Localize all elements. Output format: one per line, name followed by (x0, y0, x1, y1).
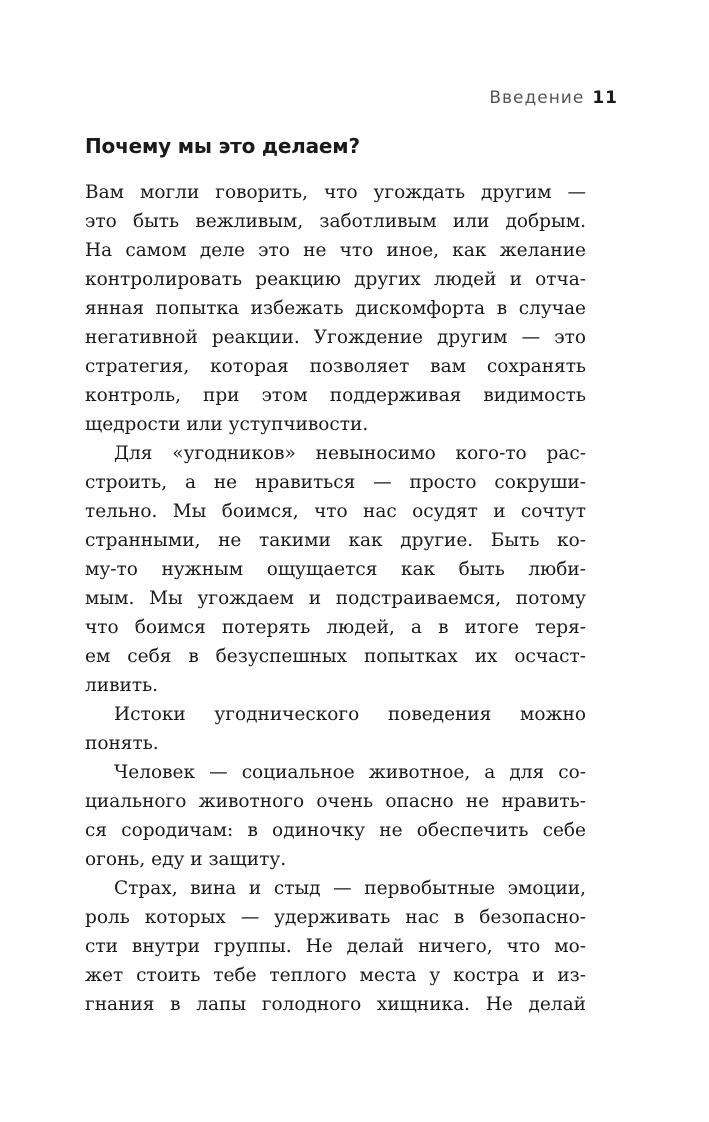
text-line: странными, не такими как другие. Быть ко- (85, 530, 586, 551)
text-line: негативной реакции. Угождение другим — это (85, 327, 586, 348)
page-number: 11 (592, 88, 618, 108)
text-line: ем себя в безуспешных попытках их осчаст- (85, 646, 586, 667)
text-line: огонь, еду и защиту. (85, 849, 287, 870)
text-line: что боимся потерять людей, а в итоге теря- (85, 617, 586, 638)
running-header-section: Введение (489, 88, 585, 108)
text-line: сти внутри группы. Не делай ничего, что мо- (85, 936, 586, 957)
text-line: циального животного очень опасно не нравить- (85, 791, 586, 812)
text-line: роль которых — удерживать нас в безопасно- (85, 907, 586, 928)
text-line: Истоки угоднического поведения можно (114, 704, 586, 725)
text-line: Вам могли говорить, что угождать другим — (85, 182, 586, 203)
text-line: гнания в лапы голодного хищника. Не делай (85, 994, 586, 1015)
text-line: Человек — социальное животное, а для со- (114, 762, 586, 783)
section-heading: Почему мы это делаем? (85, 134, 360, 158)
text-line: му-то нужным ощущается как быть люби- (85, 559, 586, 580)
text-line: это быть вежливым, заботливым или добрым. (85, 211, 586, 232)
body-text (85, 178, 586, 1019)
text-line: янная попытка избежать дискомфорта в случае (85, 298, 586, 319)
text-line: мым. Мы угождаем и подстраиваемся, потому (85, 588, 586, 609)
text-line: контролировать реакцию других людей и отча- (85, 269, 586, 290)
text-line: ся сородичам: в одиночку не обеспечить себе (85, 820, 586, 841)
text-line: Для «угодников» невыносимо кого-то рас- (114, 443, 586, 464)
running-header (489, 88, 618, 108)
text-line: щедрости или уступчивости. (85, 414, 369, 435)
text-line: На самом деле это не что иное, как желание (85, 240, 586, 261)
text-line: контроль, при этом поддерживая видимость (85, 385, 586, 406)
text-line: строить, а не нравиться — просто сокруши- (85, 472, 586, 493)
text-line: Страх, вина и стыд — первобытные эмоции, (114, 878, 586, 899)
text-line: понять. (85, 733, 159, 754)
text-line: ливить. (85, 675, 159, 696)
text-line: тельно. Мы боимся, что нас осудят и сочтут (85, 501, 586, 522)
text-line: стратегия, которая позволяет вам сохранять (85, 356, 586, 377)
text-line: жет стоить тебе теплого места у костра и из- (85, 965, 586, 986)
